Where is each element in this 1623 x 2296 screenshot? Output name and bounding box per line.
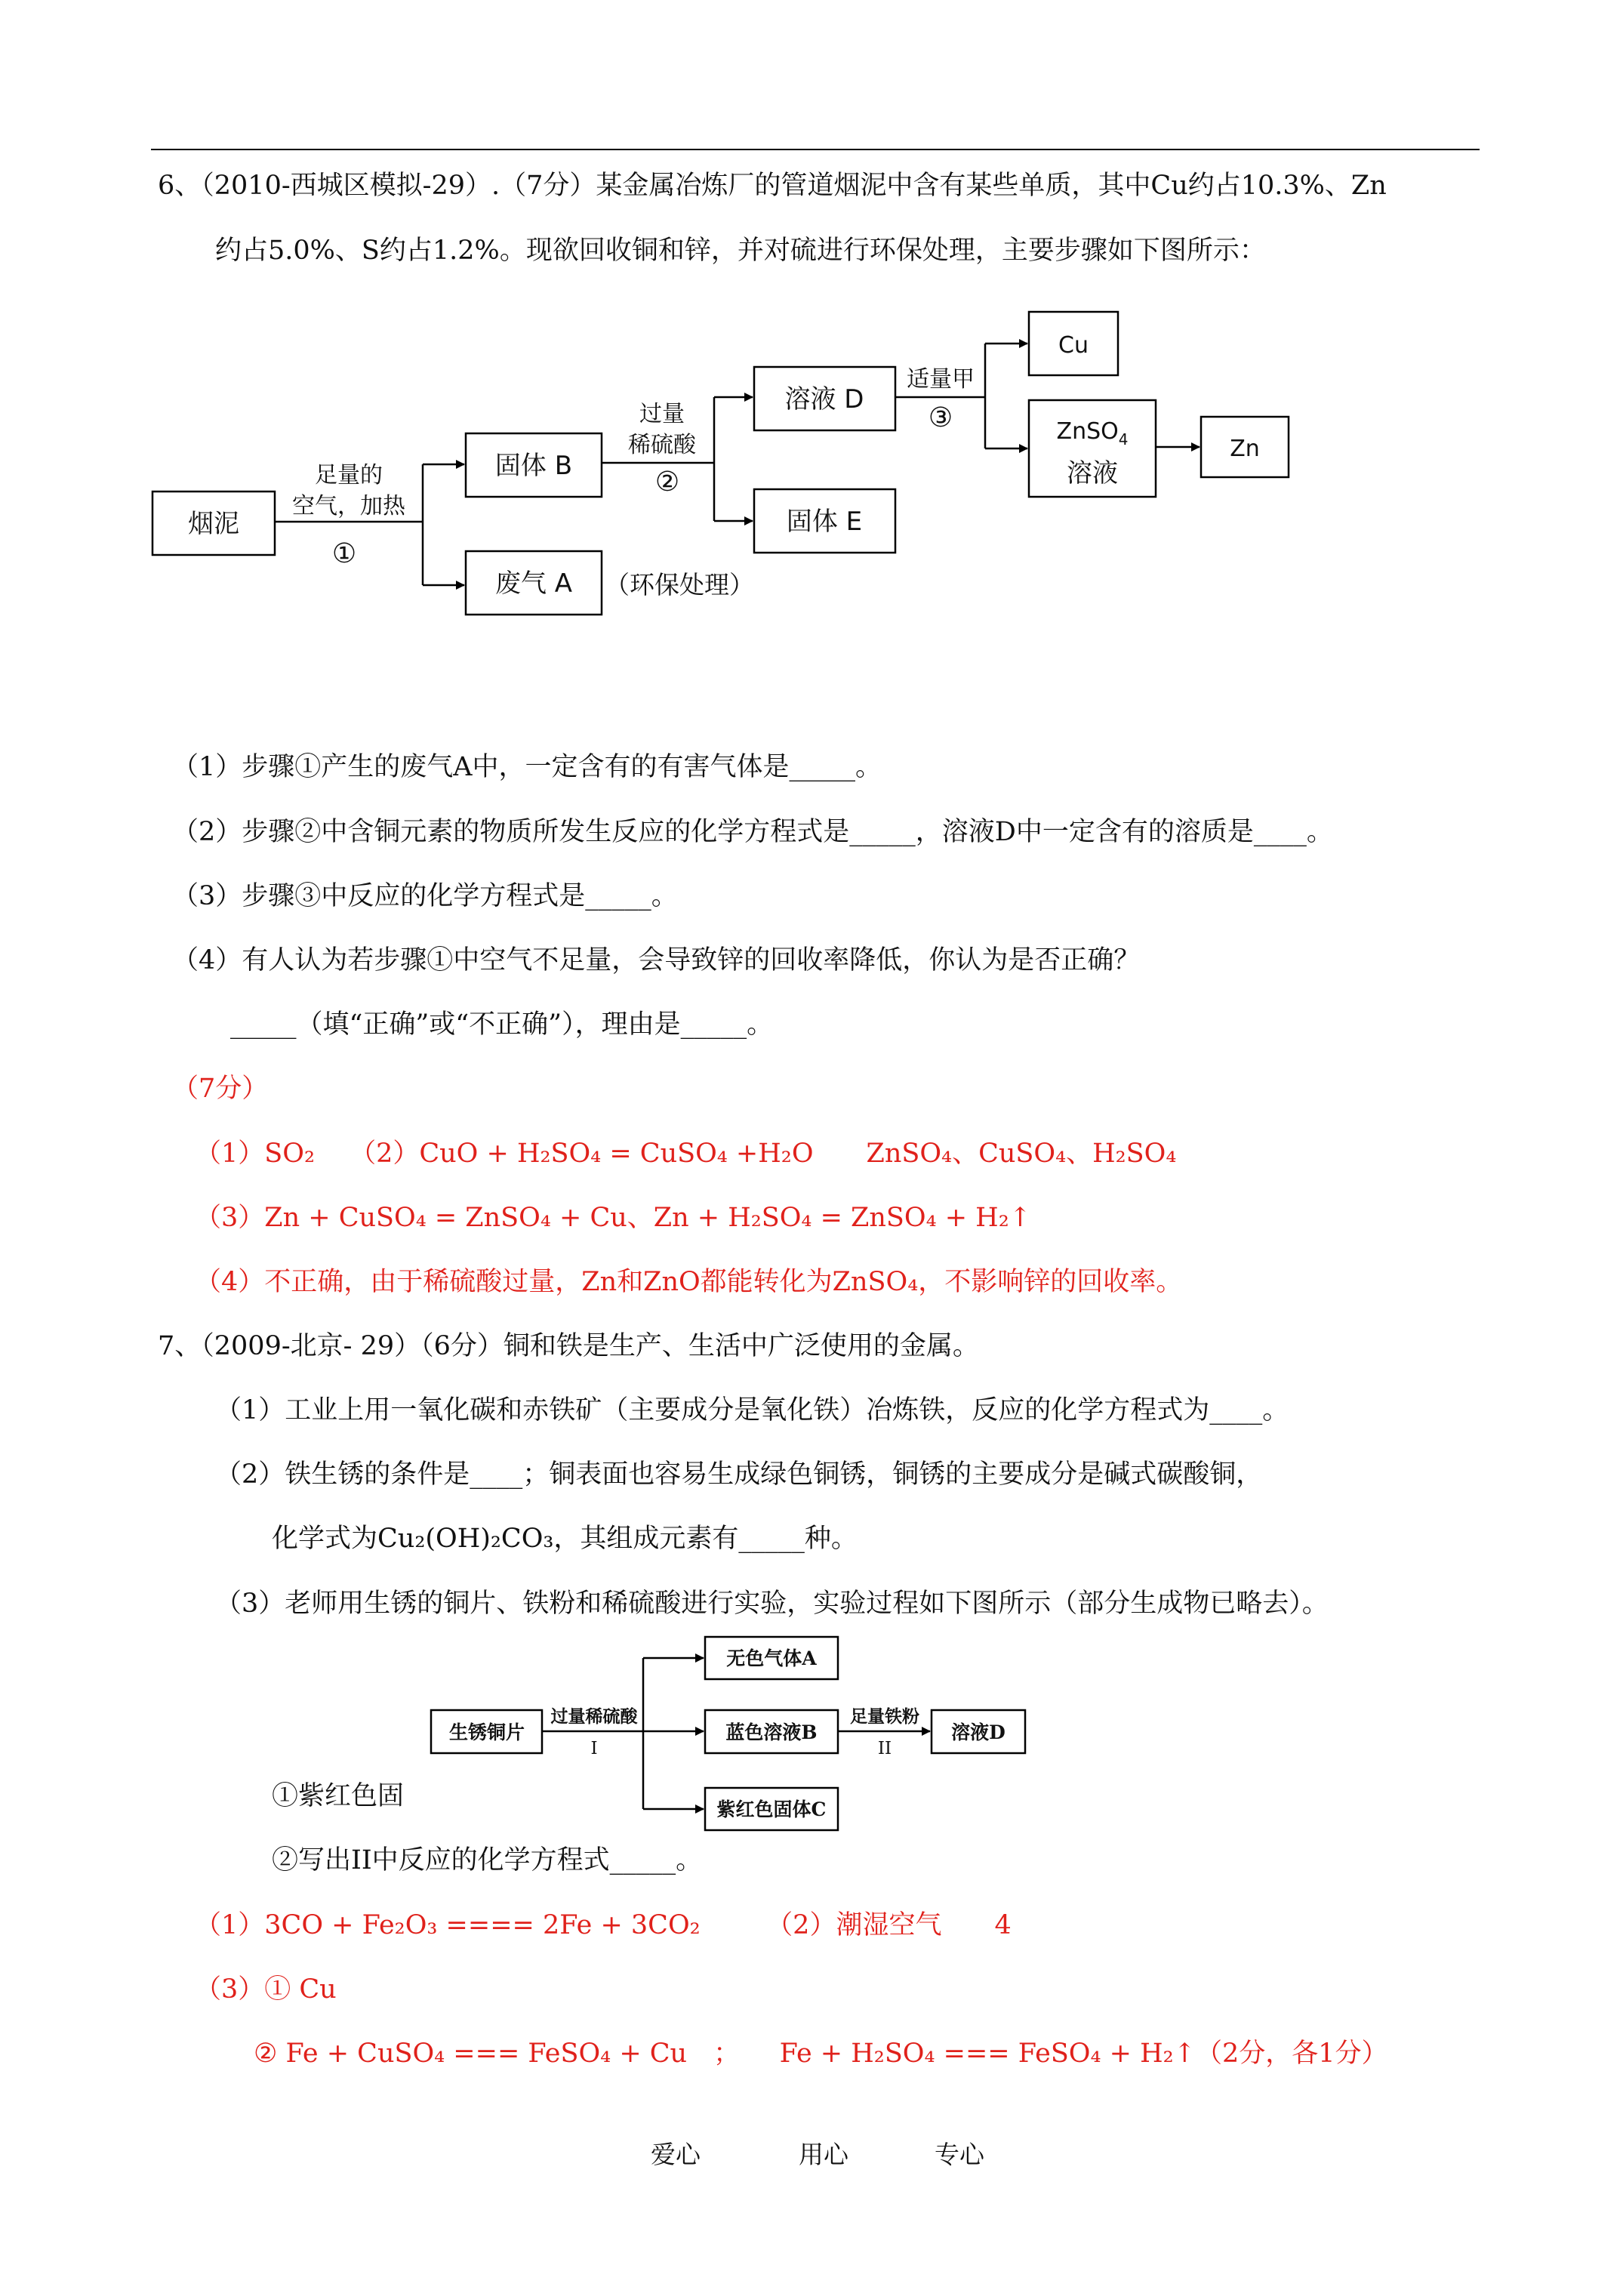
step1-label: 过量稀硫酸 [550, 1706, 638, 1727]
footer-aixin: 爱心 [651, 2140, 701, 2169]
step1-label-a: 足量的 [315, 462, 383, 488]
step3-label: 适量甲 [907, 366, 975, 393]
label-znso4: ZnSO$_4$ [1056, 418, 1129, 448]
note-gas-a: （环保处理） [605, 570, 754, 599]
q6-answer-title: （7分） [172, 1074, 269, 1104]
label-solution-d: 溶液 D [784, 384, 864, 415]
q7-sub-2: ②写出II中反应的化学方程式_____。 [272, 1845, 703, 1875]
step2-label-b: 稀硫酸 [628, 432, 696, 458]
step1-number: ① [331, 538, 357, 569]
q6-line2: 约占5.0%、S约占1.2%。现欲回收铜和锌，并对硫进行环保处理，主要步骤如下图所示： [215, 236, 1266, 266]
q7-question-2: （2）铁生锈的条件是____；铜表面也容易生成绿色铜锈，铜锈的主要成分是碱式碳酸铜， [215, 1459, 1263, 1490]
q7-question-3: （3）老师用生锈的铜片、铁粉和稀硫酸进行实验，实验过程如下图所示（部分生成物已略去）。 [215, 1589, 1329, 1619]
label-purple-solid: 紫红色固体C [716, 1798, 827, 1820]
step1-label-b: 空气，加热 [292, 493, 405, 519]
label-gas-a: 废气 A [494, 569, 573, 599]
label-znso4-solution: 溶液 [1067, 458, 1118, 488]
footer-yongxin: 用心 [799, 2140, 848, 2169]
q7-sub-1: ①紫红色固 [272, 1781, 405, 1811]
footer-zhuanxin: 专心 [935, 2140, 984, 2169]
step2-label: 足量铁粉 [850, 1706, 919, 1727]
q6-line1: 6、（2010-西城区模拟-29）.（7分）某金属冶炼厂的管道烟泥中含有某些单质，其中Cu约占10.3%、Zn [158, 171, 1387, 201]
q6-answer-1: （1）SO₂ （2）CuO + H₂SO₄ = CuSO₄ +H₂O ZnSO₄、CuSO₄、H₂SO₄ [195, 1139, 1177, 1169]
step2-label-a: 过量 [639, 401, 685, 427]
q6-question-1: （1）步骤①产生的废气A中，一定含有的有害气体是_____。 [172, 752, 882, 782]
q6-question-4: （4）有人认为若步骤①中空气不足量，会导致锌的回收率降低，你认为是否正确？ [172, 945, 1141, 975]
q6-answer-4: （4）不正确，由于稀硫酸过量，Zn和ZnO都能转化为ZnSO₄，不影响锌的回收率。 [195, 1267, 1183, 1297]
step3-number: ③ [928, 402, 953, 433]
label-yanni: 烟泥 [188, 509, 239, 539]
label-zn: Zn [1230, 436, 1260, 462]
step1-number: I [590, 1739, 598, 1758]
q6-question-4b: _____（填“正确”或“不正确”），理由是_____。 [230, 1009, 774, 1040]
label-rusty-copper: 生锈铜片 [448, 1721, 525, 1743]
q7-answer-3: （3）① Cu [195, 1974, 337, 2005]
label-gas-a: 无色气体A [726, 1647, 817, 1669]
q7-question-2b: 化学式为Cu₂(OH)₂CO₃，其组成元素有_____种。 [272, 1524, 858, 1554]
step2-number: II [877, 1739, 892, 1758]
q7-answer-1: （1）3CO + Fe₂O₃ ==== 2Fe + 3CO₂ （2）潮湿空气 4 [195, 1910, 1012, 1940]
step2-number: ② [654, 467, 680, 498]
q7-line1: 7、（2009-北京- 29）（6分）铜和铁是生产、生活中广泛使用的金属。 [158, 1331, 979, 1361]
label-solution-d: 溶液D [951, 1721, 1006, 1743]
label-solid-e: 固体 E [786, 507, 863, 537]
label-cu: Cu [1058, 332, 1089, 359]
label-solid-b: 固体 B [494, 451, 573, 481]
q7-question-1: （1）工业上用一氧化碳和赤铁矿（主要成分是氧化铁）冶炼铁，反应的化学方程式为____。 [215, 1395, 1289, 1425]
q6-answer-3: （3）Zn + CuSO₄ = ZnSO₄ + Cu、Zn + H₂SO₄ = ZnSO₄ + H₂↑ [195, 1203, 1032, 1233]
label-blue-solution: 蓝色溶液B [725, 1721, 818, 1743]
q7-answer-4: ② Fe + CuSO₄ === FeSO₄ + Cu ； Fe + H₂SO₄ === FeSO₄ + H₂↑（2分，各1分） [254, 2039, 1388, 2069]
q6-question-2: （2）步骤②中含铜元素的物质所发生反应的化学方程式是_____，溶液D中一定含有的溶质是____。 [172, 817, 1333, 847]
q6-question-3: （3）步骤③中反应的化学方程式是_____。 [172, 881, 678, 911]
